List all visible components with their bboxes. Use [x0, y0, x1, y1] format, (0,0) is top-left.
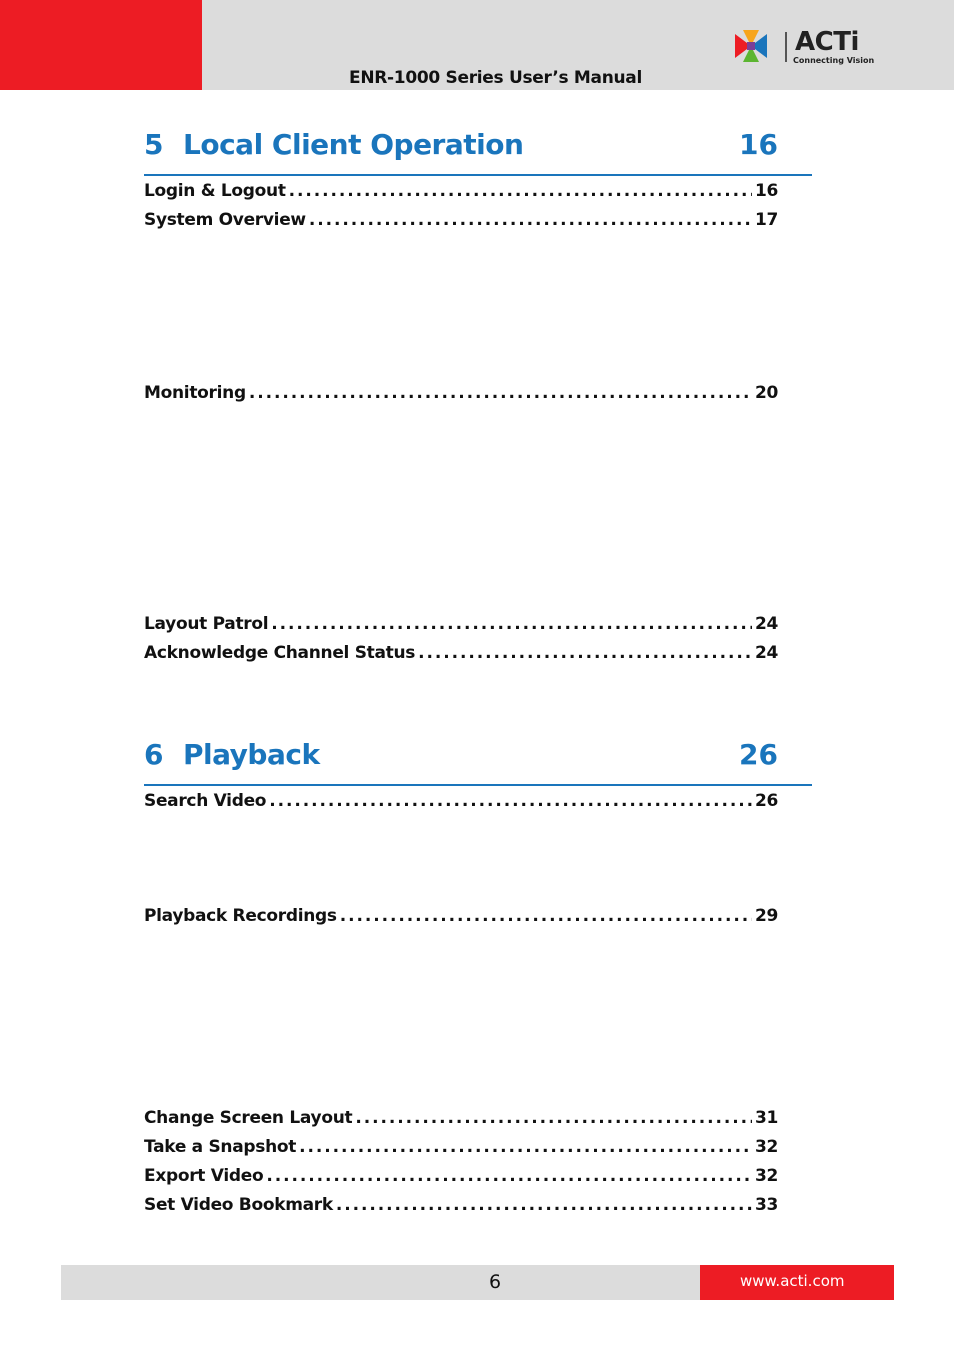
toc-entry-monitoring[interactable]: [144, 383, 778, 407]
chapter-number: 6: [144, 738, 164, 771]
toc-page: 26: [754, 791, 778, 811]
chapter-heading-5[interactable]: [144, 128, 812, 176]
toc-label: Acknowledge Channel Status: [144, 643, 416, 663]
chapter-title: Playback: [183, 738, 320, 771]
toc-entry-system-overview[interactable]: [144, 210, 778, 234]
toc-page: 29: [754, 906, 778, 926]
toc-entry-search-video[interactable]: [144, 791, 778, 815]
toc-label: Monitoring: [144, 383, 246, 403]
toc-leader-dots: [309, 210, 752, 230]
toc-entry-acknowledge-channel-status[interactable]: [144, 643, 778, 667]
toc-page: 16: [754, 181, 778, 201]
manual-title: ENR-1000 Series User’s Manual: [349, 68, 643, 88]
toc-entry-playback-recordings[interactable]: [144, 906, 778, 930]
toc-label: Set Video Bookmark: [144, 1195, 333, 1215]
logo-tagline: Connecting Vision: [793, 56, 875, 65]
toc-entry-layout-patrol[interactable]: [144, 614, 778, 638]
chapter-page: 16: [739, 128, 778, 161]
toc-leader-dots: [266, 1166, 752, 1186]
toc-entry-login-logout[interactable]: [144, 181, 778, 205]
toc-leader-dots: [289, 181, 752, 201]
toc-label: System Overview: [144, 210, 306, 230]
chapter-number: 5: [144, 128, 164, 161]
toc-label: Search Video: [144, 791, 267, 811]
toc-page: 24: [754, 643, 778, 663]
toc-label: Change Screen Layout: [144, 1108, 353, 1128]
toc-leader-dots: [418, 643, 752, 663]
toc-label: Layout Patrol: [144, 614, 269, 634]
footer-page-number: 6: [489, 1271, 502, 1293]
toc-leader-dots: [336, 1195, 752, 1215]
toc-label: Export Video: [144, 1166, 264, 1186]
toc-label: Login & Logout: [144, 181, 286, 201]
toc-label: Playback Recordings: [144, 906, 337, 926]
toc-page: 24: [754, 614, 778, 634]
toc-leader-dots: [299, 1137, 752, 1157]
chapter-page: 26: [739, 738, 778, 771]
toc-page: 32: [754, 1166, 778, 1186]
toc-page: 33: [754, 1195, 778, 1215]
toc-page: 32: [754, 1137, 778, 1157]
toc-page: 31: [754, 1108, 778, 1128]
toc-leader-dots: [355, 1108, 752, 1128]
chapter-heading-6[interactable]: [144, 738, 812, 786]
toc-entry-set-video-bookmark[interactable]: [144, 1195, 778, 1219]
toc-entry-export-video[interactable]: [144, 1166, 778, 1190]
toc-page: 20: [754, 383, 778, 403]
logo-text: ACTi: [795, 27, 859, 57]
chapter-title: Local Client Operation: [183, 128, 524, 161]
toc-leader-dots: [249, 383, 752, 403]
toc-page: 17: [754, 210, 778, 230]
toc-entry-change-screen-layout[interactable]: [144, 1108, 778, 1132]
toc-leader-dots: [271, 614, 752, 634]
header-red-block: [0, 0, 202, 90]
footer-url-link[interactable]: www.acti.com: [740, 1272, 845, 1290]
toc-leader-dots: [269, 791, 752, 811]
toc-leader-dots: [340, 906, 752, 926]
toc-label: Take a Snapshot: [144, 1137, 297, 1157]
toc-entry-take-a-snapshot[interactable]: [144, 1137, 778, 1161]
